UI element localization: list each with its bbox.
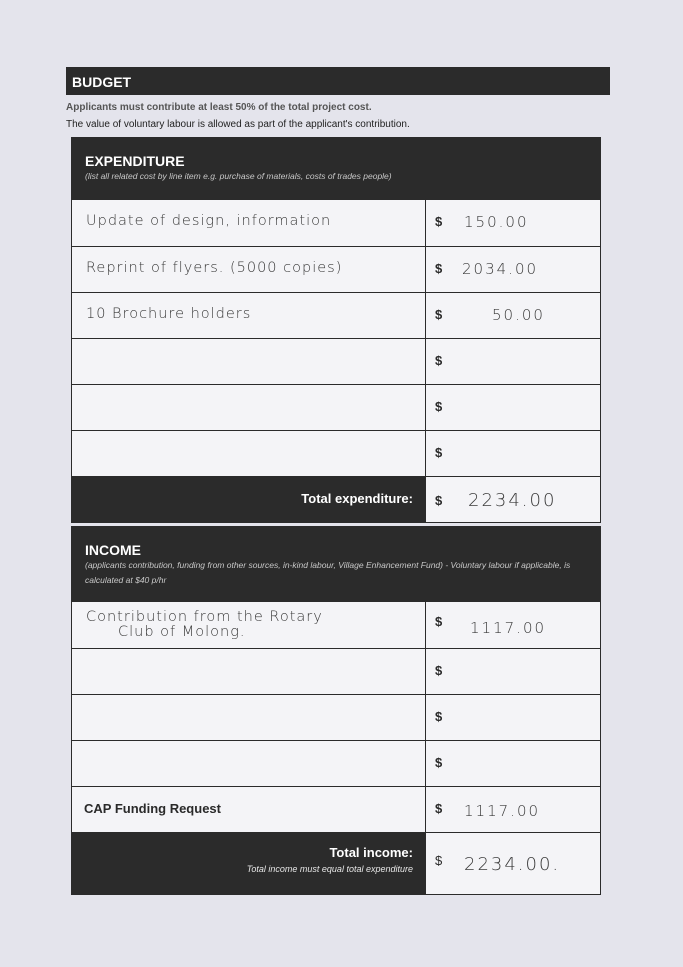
dollar-sign: $ (435, 755, 443, 770)
income-row (72, 740, 600, 786)
dollar-sign: $ (435, 663, 443, 678)
cap-funding-amount: 1117.00 (464, 802, 541, 820)
income-description-line1: Contribution from the Rotary (86, 609, 323, 625)
income-table (71, 526, 601, 895)
expenditure-description-cell[interactable] (72, 431, 426, 476)
total-income-note: Total income must equal total expenditure (246, 864, 413, 874)
cap-funding-label-cell (72, 787, 426, 832)
expenditure-total-amount-cell[interactable] (426, 477, 600, 522)
expenditure-amount: 2034.00 (462, 260, 539, 278)
contribution-requirement-note: Applicants must contribute at least 50% of the total project cost. (66, 102, 372, 113)
expenditure-amount-cell[interactable] (426, 339, 600, 384)
income-description-cell[interactable] (72, 602, 426, 648)
voluntary-labour-note: The value of voluntary labour is allowed as part of the applicant's contribution. (66, 119, 410, 130)
expenditure-row (72, 246, 600, 292)
income-description-cell[interactable] (72, 649, 426, 694)
expenditure-description-cell[interactable] (72, 293, 426, 338)
dollar-sign: $ (435, 445, 443, 460)
expenditure-subtitle: (list all related cost by line item e.g. purchase of materials, costs of trades people) (85, 171, 392, 181)
income-description-cell[interactable] (72, 695, 426, 740)
total-income-label: Total income: (329, 845, 413, 860)
income-amount-cell[interactable] (426, 695, 600, 740)
expenditure-header (72, 138, 600, 200)
dollar-sign: $ (435, 353, 443, 368)
expenditure-table (71, 137, 601, 523)
income-total-row (72, 832, 600, 894)
income-description-cell[interactable] (72, 741, 426, 786)
expenditure-total-label-cell (72, 477, 426, 522)
dollar-sign: $ (435, 614, 443, 629)
income-total-amount-cell[interactable] (426, 833, 600, 894)
expenditure-description: Reprint of flyers. (5000 copies) (86, 260, 343, 276)
expenditure-amount-cell[interactable] (426, 200, 600, 246)
expenditure-description-cell[interactable] (72, 247, 426, 292)
total-income-amount: 2234.00. (464, 854, 561, 875)
dollar-sign: $ (435, 801, 443, 816)
income-total-label-cell (72, 833, 426, 894)
dollar-sign: $ (435, 853, 443, 868)
income-amount-cell[interactable] (426, 649, 600, 694)
income-amount: 1117.00 (470, 619, 547, 637)
expenditure-amount-cell[interactable] (426, 431, 600, 476)
expenditure-amount-cell[interactable] (426, 293, 600, 338)
expenditure-row (72, 200, 600, 246)
income-header (72, 527, 600, 602)
cap-funding-row (72, 786, 600, 832)
expenditure-description: Update of design, information (86, 213, 332, 229)
expenditure-row (72, 430, 600, 476)
income-description-line2: Club of Molong. (118, 624, 246, 640)
expenditure-row (72, 292, 600, 338)
income-subtitle: (applicants contribution, funding from other sources, in-kind labour, Village Enhancement Fund) - Voluntary labour if applicable, is calculated at $40 p/hr (85, 560, 571, 585)
budget-header: BUDGET (66, 67, 610, 95)
dollar-sign: $ (435, 261, 443, 276)
income-amount-cell[interactable] (426, 741, 600, 786)
expenditure-title: EXPENDITURE (85, 153, 185, 169)
dollar-sign: $ (435, 307, 443, 322)
income-row (72, 602, 600, 648)
cap-funding-amount-cell[interactable] (426, 787, 600, 832)
expenditure-description-cell[interactable] (72, 339, 426, 384)
expenditure-description-cell[interactable] (72, 200, 426, 246)
income-amount-cell[interactable] (426, 602, 600, 648)
expenditure-amount: 50.00 (492, 306, 545, 324)
dollar-sign: $ (435, 493, 443, 508)
income-row (72, 694, 600, 740)
expenditure-description-cell[interactable] (72, 385, 426, 430)
income-title: INCOME (85, 542, 141, 558)
expenditure-amount-cell[interactable] (426, 385, 600, 430)
dollar-sign: $ (435, 214, 443, 229)
expenditure-row (72, 338, 600, 384)
expenditure-description: 10 Brochure holders (86, 306, 252, 322)
dollar-sign: $ (435, 399, 443, 414)
cap-funding-label: CAP Funding Request (84, 801, 221, 816)
expenditure-amount-cell[interactable] (426, 247, 600, 292)
total-income-label-block (247, 845, 413, 874)
income-row (72, 648, 600, 694)
expenditure-row (72, 384, 600, 430)
total-expenditure-amount: 2234.00 (468, 490, 557, 511)
expenditure-total-row (72, 476, 600, 522)
total-expenditure-label: Total expenditure: (301, 491, 413, 506)
dollar-sign: $ (435, 709, 443, 724)
expenditure-amount: 150.00 (464, 213, 529, 231)
